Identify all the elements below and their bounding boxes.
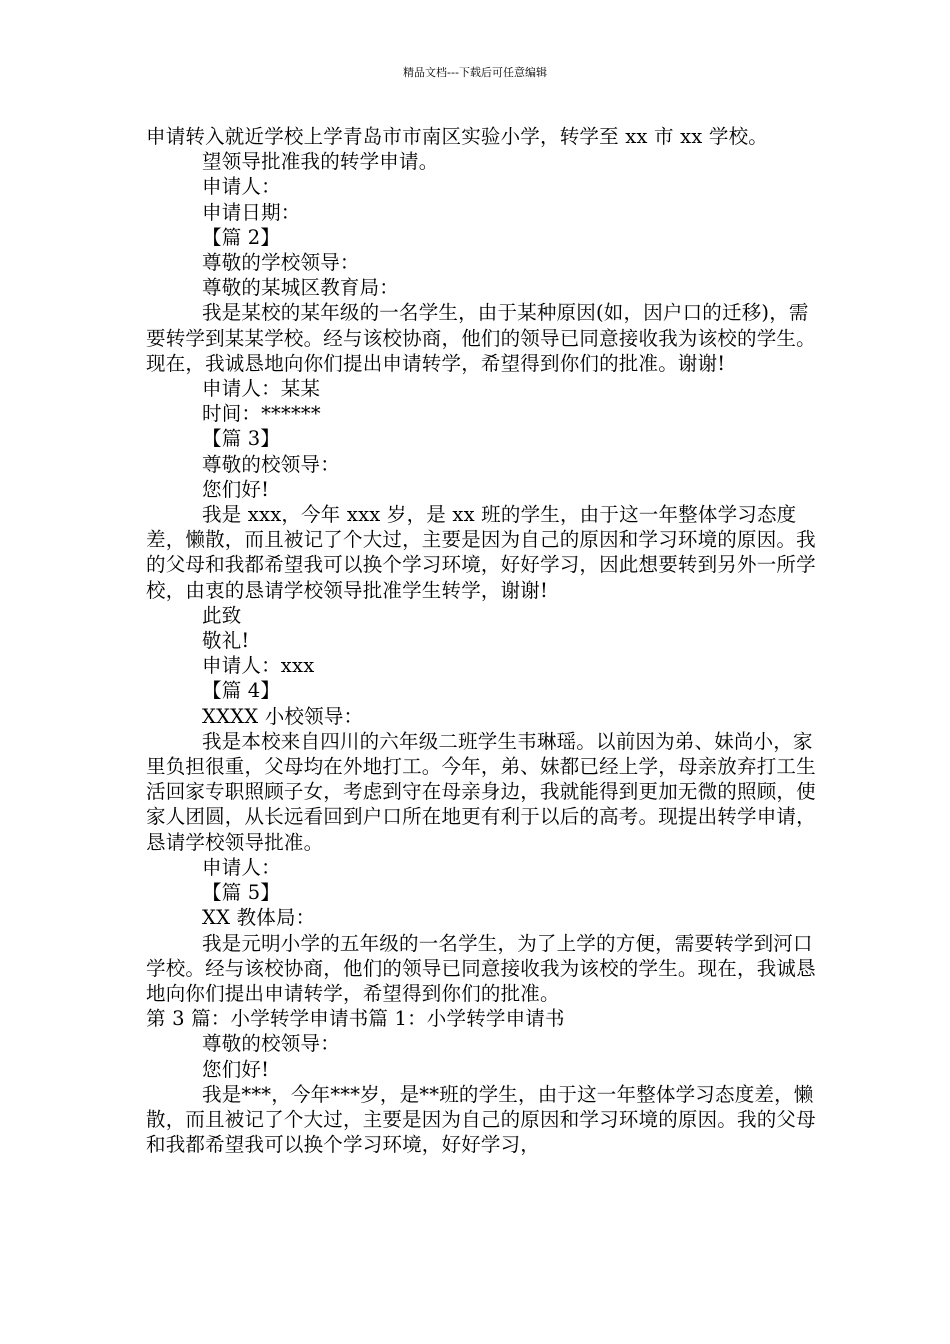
signature-line: 申请人： xyxy=(202,175,281,199)
closing: 敬礼! xyxy=(202,629,250,653)
paragraph: 我是 xxx，今年 xxx 岁，是 xx 班的学生，由于这一年整体学习态度差，懒散，而且被记了个大过，主要是因为自己的原因和学习环境的原因。我的父母和我都希望我可以换个学习环境，好好学习，因此想要转到另外一所学校，由衷的恳请学校领导批准学生转学，谢谢! xyxy=(146,503,816,602)
closing: 此致 xyxy=(202,603,242,627)
greeting: 您们好! xyxy=(202,477,270,501)
salutation: XXXX 小校领导： xyxy=(202,704,364,728)
section-heading: 【篇 5】 xyxy=(202,881,281,905)
paragraph: 望领导批准我的转学申请。 xyxy=(202,150,439,174)
salutation: 尊敬的校领导： xyxy=(202,452,340,476)
signature-line: 申请人：某某 xyxy=(202,377,321,401)
paragraph: 我是元明小学的五年级的一名学生，为了上学的方便，需要转学到河口学校。经与该校协商，他们的领导已同意接收我为该校的学生。现在，我诚恳地向你们提出申请转学，希望得到你们的批准。 xyxy=(146,931,816,1005)
document-body xyxy=(146,124,826,1157)
date-line: 时间：****** xyxy=(202,402,321,426)
section-heading: 【篇 4】 xyxy=(202,679,281,703)
paragraph: 我是某校的某年级的一名学生，由于某种原因(如，因户口的迁移)，需要转学到某某学校。经与该校协商，他们的领导已同意接收我为该校的学生。现在，我诚恳地向你们提出申请转学，希望得到你们的批准。谢谢! xyxy=(146,301,816,375)
signature-line: 申请人：xxx xyxy=(202,654,315,678)
paragraph: 申请转入就近学校上学青岛市市南区实验小学，转学至 xx 市 xx 学校。 xyxy=(146,125,768,148)
page-header: 精品文档---下载后可任意编辑 xyxy=(403,66,547,79)
date-line: 申请日期： xyxy=(202,200,301,224)
paragraph: 我是***，今年***岁，是**班的学生，由于这一年整体学习态度差，懒散，而且被记了个大过，主要是因为自己的原因和学习环境的原因。我的父母和我都希望我可以换个学习环境，好好学习， xyxy=(146,1082,816,1157)
salutation: 尊敬的学校领导： xyxy=(202,251,360,275)
salutation: 尊敬的某城区教育局： xyxy=(202,276,400,300)
signature-line: 申请人： xyxy=(202,855,281,879)
section-heading: 【篇 3】 xyxy=(202,427,281,451)
salutation: 尊敬的校领导： xyxy=(202,1032,340,1056)
section-heading: 【篇 2】 xyxy=(202,225,281,249)
salutation: XX 教体局： xyxy=(202,906,316,930)
chapter-heading: 第 3 篇：小学转学申请书篇 1：小学转学申请书 xyxy=(146,1007,565,1031)
paragraph: 我是本校来自四川的六年级二班学生韦琳瑶。以前因为弟、妹尚小，家里负担很重，父母均在外地打工。今年，弟、妹都已经上学，母亲放弃打工生活回家专职照顾子女，考虑到守在母亲身边，我就能得到更加无微的照顾，使家人团圆，从长远看回到户口所在地更有利于以后的高考。现提出转学申请，恳请学校领导批准。 xyxy=(146,729,816,854)
greeting: 您们好! xyxy=(202,1057,270,1081)
